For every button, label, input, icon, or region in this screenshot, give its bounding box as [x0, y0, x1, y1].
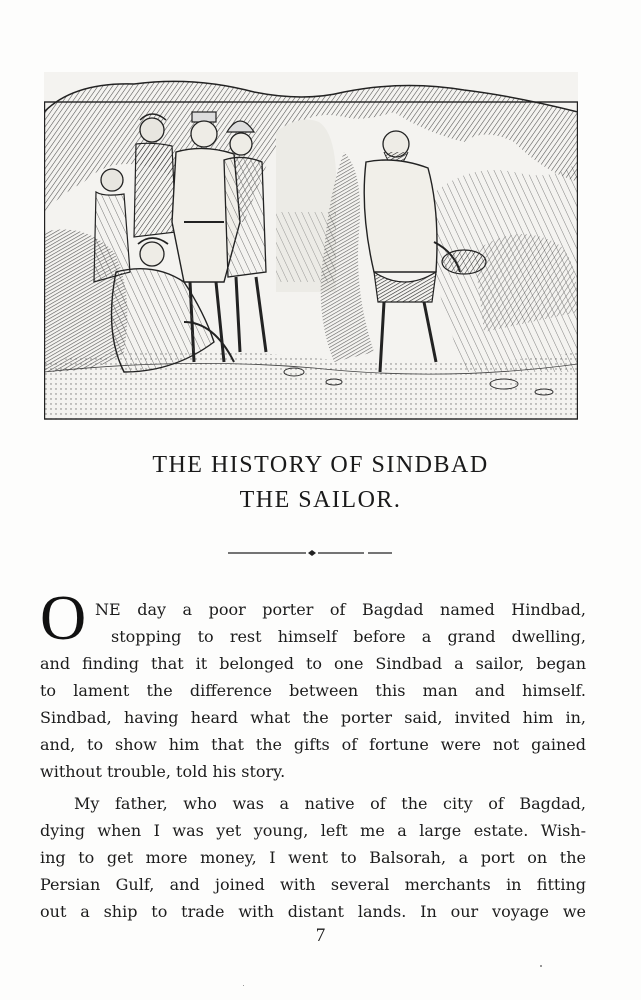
paragraph-1-line-2: stopping to rest himself before a grand dwelling, — [111, 627, 586, 646]
paragraph-1-line-1: NE day a poor porter of Bagdad named Hindbad, — [95, 600, 586, 619]
paragraph-1-line-3: and finding that it belonged to one Sindbad a sailor, began — [40, 654, 586, 673]
paragraph-2-line-1: My father, who was a native of the city of Bagdad, — [74, 794, 586, 813]
engraving-image — [44, 72, 578, 420]
paragraph-2-line-4: Persian Gulf, and joined with several merchants in fitting — [40, 875, 586, 894]
paragraph-1-line-5: Sindbad, having heard what the porter said, invited him in, — [40, 708, 586, 727]
chapter-title-line-1: THE HISTORY OF SINDBAD — [152, 452, 489, 478]
page-number: 7 — [315, 925, 326, 946]
paragraph-1-line-7: without trouble, told his story. — [40, 762, 286, 781]
paper-speck — [540, 965, 542, 967]
paragraph-1-line-6: and, to show him that the gifts of fortune were not gained — [40, 735, 586, 754]
paragraph-2-line-3: ing to get more money, I went to Balsorah, a port on the — [40, 848, 586, 867]
sindbad-illustration — [44, 72, 578, 420]
paragraph-1-line-4: to lament the difference between this man and himself. — [40, 681, 586, 700]
paragraph-2-line-5: out a ship to trade with distant lands. In our voyage we — [40, 902, 586, 921]
paragraph-2-line-2: dying when I was yet young, left me a large estate. Wish- — [40, 821, 586, 840]
paper-speck — [243, 985, 244, 986]
drop-cap: O — [40, 582, 87, 653]
chapter-title-line-2: THE SAILOR. — [239, 487, 402, 513]
ornament-divider — [228, 548, 392, 558]
